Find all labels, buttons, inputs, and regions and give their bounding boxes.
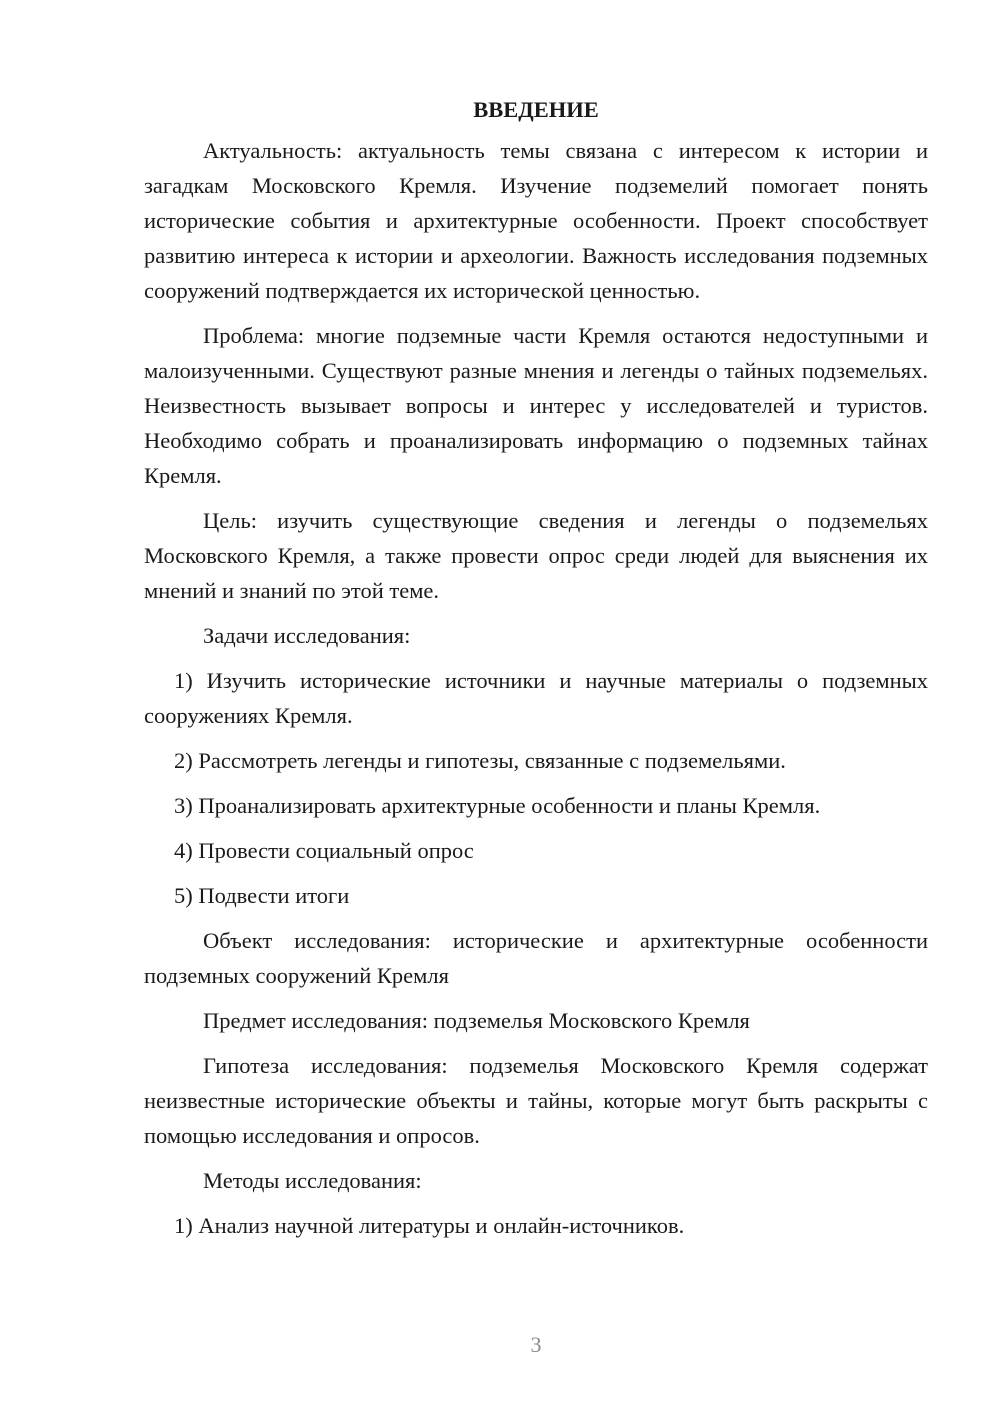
paragraph-hypothesis: Гипотеза исследования: подземелья Московского Кремля содержат неизвестные исторические объекты и тайны, которые могут быть раскрыты с помощью исследования и опросов. — [144, 1053, 928, 1148]
paragraph-goal: Цель: изучить существующие сведения и легенды о подземельях Московского Кремля, а также провести опрос среди людей для выяснения их мнений и знаний по этой теме. — [144, 508, 928, 603]
task-item-1: 1) Изучить исторические источники и научные материалы о подземных сооружениях Кремля. — [144, 668, 928, 728]
task-item-3: 3) Проанализировать архитектурные особенности и планы Кремля. — [174, 793, 821, 818]
document-page — [144, 92, 928, 1253]
paragraph-object: Объект исследования: исторические и архитектурные особенности подземных сооружений Кремля — [144, 928, 928, 988]
method-item-1: 1) Анализ научной литературы и онлайн-источников. — [174, 1213, 685, 1238]
tasks-heading: Задачи исследования: — [203, 623, 411, 648]
paragraph-subject: Предмет исследования: подземелья Московского Кремля — [203, 1008, 750, 1033]
paragraph-relevance: Актуальность: актуальность темы связана с интересом к истории и загадкам Московского Кремля. Изучение подземелий помогает понять исторические события и архитектурные особенности. Проект способствует развитию интереса к истории и археологии. Важность исследования подземных сооружений подтверждается их исторической ценностью. — [144, 138, 928, 303]
task-item-2: 2) Рассмотреть легенды и гипотезы, связанные с подземельями. — [174, 748, 786, 773]
page-number: 3 — [530, 1332, 542, 1357]
task-item-5: 5) Подвести итоги — [174, 883, 350, 908]
section-title: ВВЕДЕНИЕ — [473, 97, 599, 122]
task-item-4: 4) Провести социальный опрос — [174, 838, 474, 863]
paragraph-problem: Проблема: многие подземные части Кремля остаются недоступными и малоизученными. Существуют разные мнения и легенды о тайных подземельях. Неизвестность вызывает вопросы и интерес у исследователей и туристов. Необходимо собрать и проанализировать информацию о подземных тайнах Кремля. — [144, 323, 928, 488]
methods-heading: Методы исследования: — [203, 1168, 422, 1193]
